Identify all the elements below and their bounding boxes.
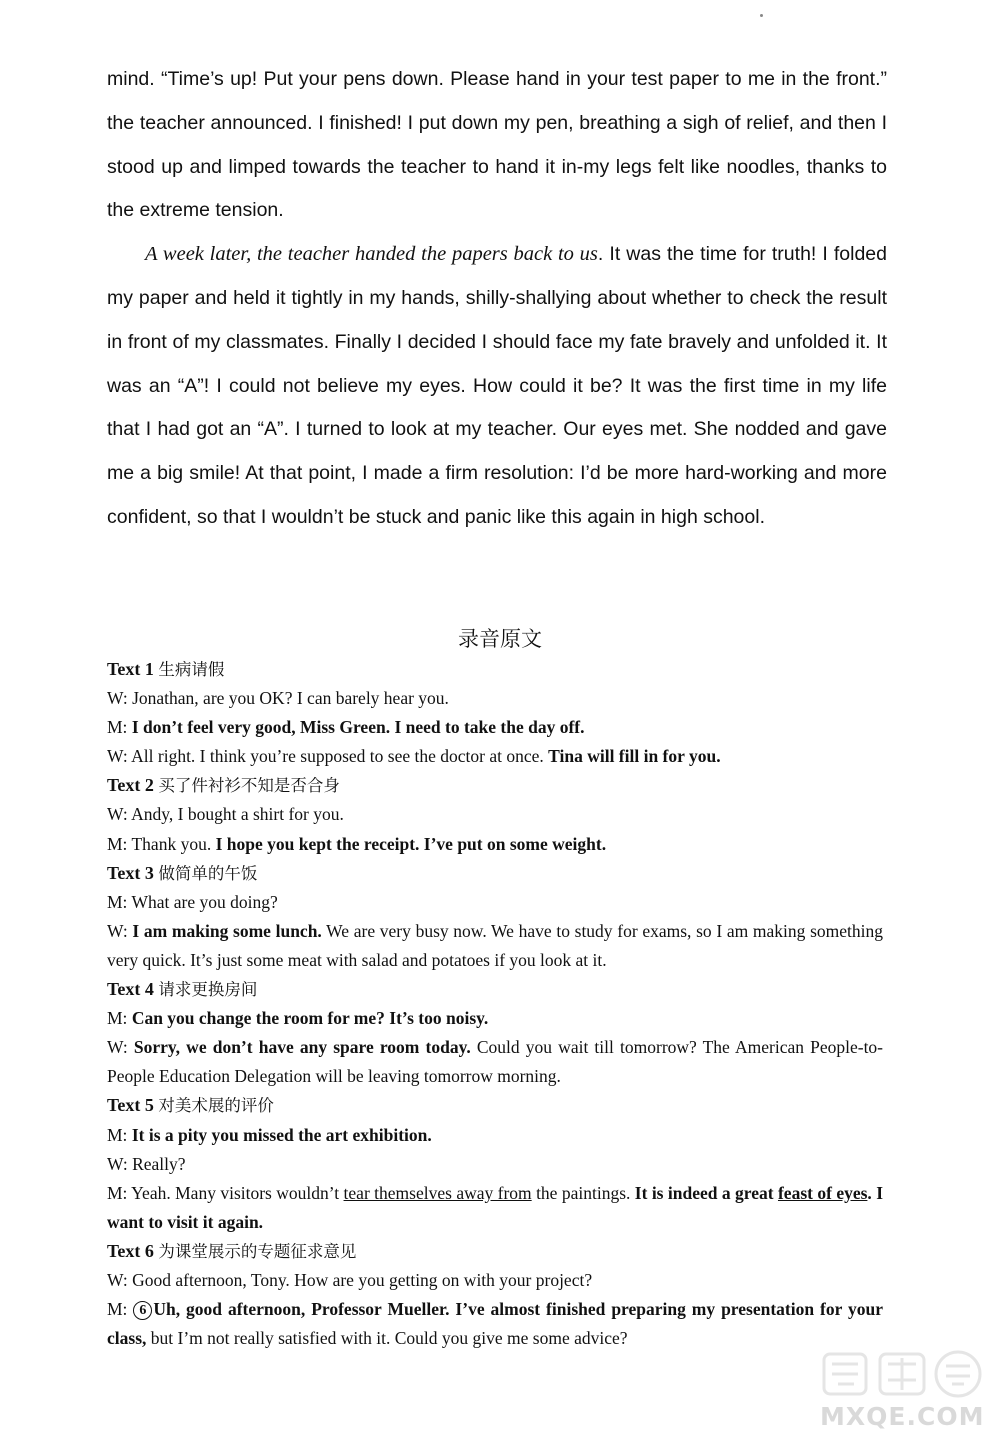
text-4-line-2	[107, 1033, 883, 1091]
page-mark	[760, 14, 763, 17]
key-sentence: I am making some lunch.	[132, 920, 322, 941]
text-2-line-2	[107, 830, 883, 859]
dialogue-text: W: All right. I think you’re supposed to see the doctor at once.	[107, 746, 549, 767]
text-5-line-3	[107, 1179, 883, 1237]
text-5-line-1	[107, 1121, 883, 1150]
dialogue-text: but I’m not really satisfied with it. Could you give me some advice?	[146, 1328, 628, 1349]
text-1-label: Text 1	[107, 659, 154, 679]
key-sentence: Can you change the room for me? It’s too noisy.	[131, 1008, 489, 1029]
text-1-line-2	[107, 713, 883, 742]
text-3-line-2	[107, 917, 883, 975]
text-6-topic: 为课堂展示的专题征求意见	[158, 1241, 357, 1261]
underlined-phrase: tear themselves away from	[343, 1182, 532, 1203]
essay-paragraph-2-text: . It was the time for truth! I folded my paper and held it tightly in my hands, shilly-shallying about whether to check the result in front of my classmates. Finally I decided I should face my fate bravely and unfolded it. It was an “A”! I could not believe my eyes. How could it be? It was the first time in my life that I had got an “A”. I turned to look at my teacher. Our eyes met. She nodded and gave me a big smile! At that point, I made a firm resolution: I’d be more hard-working and more confident, so that I wouldn’t be stuck and panic like this again in high school.	[107, 243, 887, 528]
text-3-line-1: M: What are you doing?	[107, 891, 278, 912]
speaker: W:	[107, 1037, 134, 1058]
essay-paragraph-1: mind. “Time’s up! Put your pens down. Please hand in your test paper to me in the front.” the teacher announced. I finished! I put down my pen, breathing a sigh of relief, and then I stood up and limped towards the teacher to hand it in-my legs felt like noodles, thanks to the extreme tension.	[107, 68, 887, 222]
speaker: W:	[107, 920, 133, 941]
transcript-section	[107, 655, 883, 1353]
dialogue-text: Could you wait till tomorrow? The American People-to-People Education Delegation will be leaving tomorrow morning.	[107, 1037, 884, 1087]
key-sentence: Uh, good afternoon, Professor Mueller. I’ve almost finished preparing my presentation for your class,	[107, 1299, 883, 1349]
dialogue-text: the paintings.	[531, 1182, 635, 1203]
key-sentence: It is a pity you missed the art exhibition.	[131, 1124, 432, 1145]
text-3-topic: 做简单的午饭	[158, 863, 258, 883]
key-sentence: Sorry, we don’t have any spare room today.	[133, 1037, 471, 1058]
text-4-topic: 请求更换房间	[158, 980, 258, 1000]
text-5-heading	[107, 1091, 883, 1120]
underlined-key-phrase: feast of eyes	[777, 1182, 868, 1203]
key-sentence: Tina will fill in for you.	[548, 746, 721, 767]
text-1-heading	[107, 655, 883, 684]
text-2-topic: 买了件衬衫不知是否合身	[158, 776, 340, 796]
essay-section	[107, 58, 887, 540]
text-6-heading	[107, 1237, 883, 1266]
text-2-line-1: W: Andy, I bought a shirt for you.	[107, 804, 344, 825]
text-2-label: Text 2	[107, 775, 154, 796]
text-4-label: Text 4	[107, 979, 154, 1000]
key-sentence: . I want to visit it again.	[107, 1182, 884, 1232]
question-number-circle: 6	[133, 1301, 152, 1320]
dialogue-text: M: Yeah. Many visitors wouldn’t	[107, 1182, 344, 1203]
essay-italic-sentence: A week later, the teacher handed the papers back to us	[145, 243, 598, 266]
essay-paragraph-2	[107, 233, 887, 540]
key-sentence: It is indeed a great	[634, 1182, 778, 1203]
dialogue-text: M: Thank you.	[107, 833, 216, 854]
text-3-label: Text 3	[107, 862, 154, 883]
text-5-line-2: W: Really?	[107, 1153, 186, 1174]
text-1-topic: 生病请假	[158, 660, 225, 679]
dialogue-text: We are very busy now. We have to study for exams, so I am making something very quick. It’s just some meat with salad and potatoes if you look at it.	[107, 920, 883, 970]
watermark-site-text: MXQE.COM	[820, 1402, 985, 1431]
text-6-label: Text 6	[107, 1240, 154, 1261]
speaker: M:	[107, 1124, 132, 1145]
text-5-topic: 对美术展的评价	[158, 1096, 274, 1116]
text-1-line-3	[107, 742, 883, 771]
speaker: M:	[107, 1299, 134, 1320]
text-6-line-1: W: Good afternoon, Tony. How are you getting on with your project?	[107, 1269, 593, 1290]
text-4-line-1	[107, 1004, 883, 1033]
text-3-heading	[107, 859, 883, 888]
text-5-label: Text 5	[107, 1095, 154, 1116]
text-1-line-1: W: Jonathan, are you OK? I can barely hear you.	[107, 688, 449, 709]
transcript-title: 录音原文	[458, 627, 542, 651]
text-2-heading	[107, 771, 883, 800]
text-6-line-2	[107, 1295, 883, 1353]
speaker: M:	[107, 1008, 132, 1029]
key-sentence: I don’t feel very good, Miss Green. I need to take the day off.	[131, 717, 585, 738]
speaker: M:	[107, 717, 132, 738]
key-sentence: I hope you kept the receipt. I’ve put on some weight.	[215, 833, 607, 854]
text-4-heading	[107, 975, 883, 1004]
